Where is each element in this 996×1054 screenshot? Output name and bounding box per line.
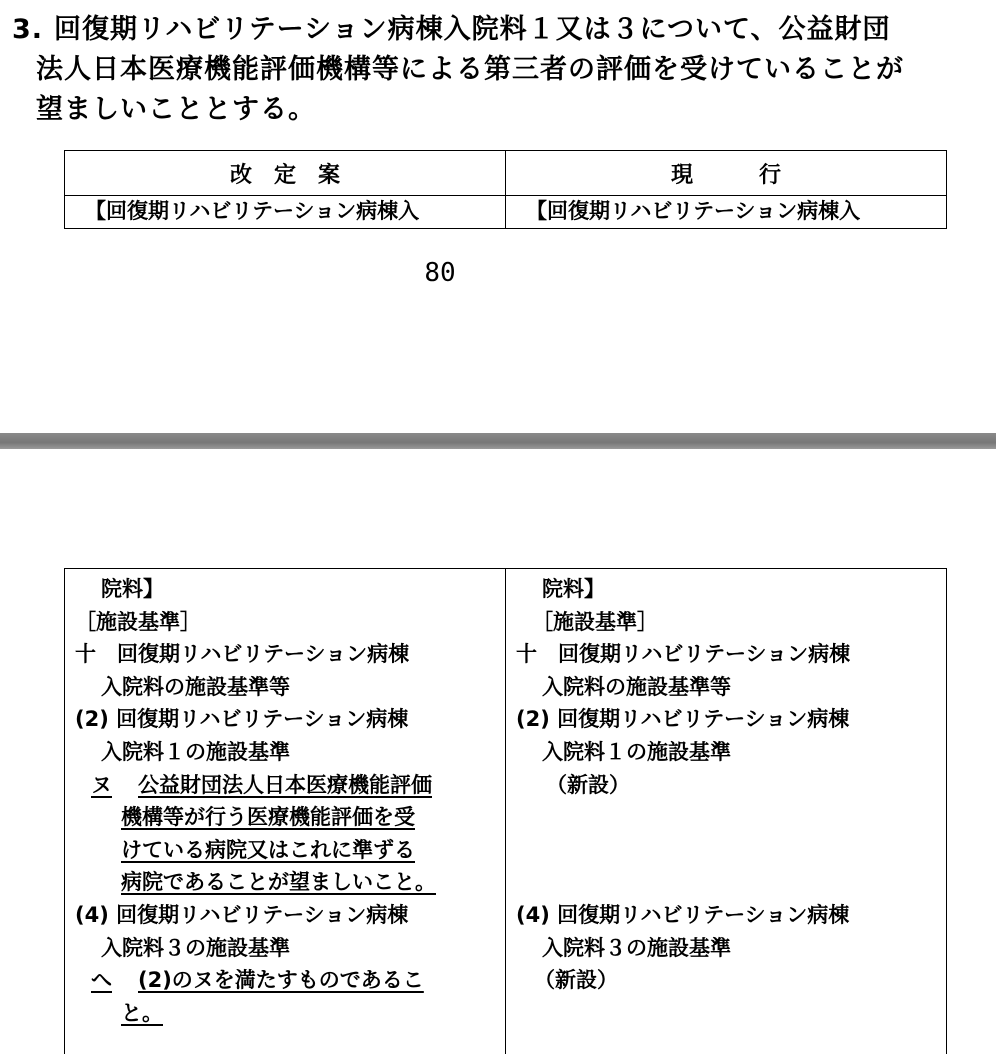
amended-text: 病院であることが望ましいこと。 [121, 870, 436, 895]
heading-line-3: 望ましいこととする。 [36, 94, 316, 125]
text-line: ［施設基準］ [532, 609, 658, 634]
text-line: （新設） [534, 968, 618, 993]
text-line: （新設） [546, 772, 630, 797]
text-line: 入院料３の施設基準 [542, 935, 731, 960]
current-column [506, 569, 947, 1054]
heading-line-1 [12, 14, 891, 45]
spacer-line [506, 801, 946, 834]
text-line: 入院料１の施設基準 [542, 739, 731, 764]
text-line: 院料】 [101, 577, 164, 601]
text-line: 入院料の施設基準等 [542, 674, 731, 699]
amended-text: 公益財団法人日本医療機能評価 [138, 772, 432, 797]
top-row-left: 【回復期リハビリテーション病棟入 [65, 196, 506, 229]
text-line: 入院料１の施設基準 [101, 739, 290, 764]
text-line [65, 964, 505, 997]
spacer-line [506, 866, 946, 899]
heading-number: 3. [12, 14, 44, 45]
item-marker: へ [91, 968, 112, 993]
section-heading [12, 10, 972, 130]
text-line: (2) 回復期リハビリテーション病棟 [516, 707, 850, 732]
heading-text-1: 回復期リハビリテーション病棟入院料１又は３について、公益財団 [54, 14, 891, 45]
amended-text: けている病院又はこれに準ずる [121, 837, 415, 862]
top-row-right: 【回復期リハビリテーション病棟入 [506, 196, 947, 229]
text-line: 十 回復期リハビリテーション病棟 [516, 642, 851, 667]
comparison-table-bottom [64, 568, 947, 1054]
text-line: ［施設基準］ [75, 609, 201, 634]
text-line: 十 回復期リハビリテーション病棟 [75, 642, 410, 667]
text-line: (4) 回復期リハビリテーション病棟 [516, 902, 850, 927]
spacer-line [506, 834, 946, 867]
item-marker: ヌ [91, 772, 112, 797]
header-current: 現 行 [506, 151, 947, 196]
text-line: 院料】 [542, 577, 605, 601]
text-line: 入院料３の施設基準 [101, 935, 290, 960]
comparison-table-top [64, 150, 947, 229]
heading-line-2: 法人日本医療機能評価機構等による第三者の評価を受けていることが [36, 54, 904, 85]
amended-text: (2)のヌを満たすものであるこ [138, 968, 424, 993]
text-line: (2) 回復期リハビリテーション病棟 [75, 707, 409, 732]
text-line [65, 769, 505, 802]
text-line: (4) 回復期リハビリテーション病棟 [75, 902, 409, 927]
page-number: 80 [424, 258, 456, 288]
page-divider [0, 433, 996, 449]
revision-column [65, 569, 506, 1054]
amended-text: と。 [121, 1000, 163, 1025]
header-revision: 改 定 案 [65, 151, 506, 196]
amended-text: 機構等が行う医療機能評価を受 [121, 805, 415, 830]
text-line: 入院料の施設基準等 [101, 674, 290, 699]
